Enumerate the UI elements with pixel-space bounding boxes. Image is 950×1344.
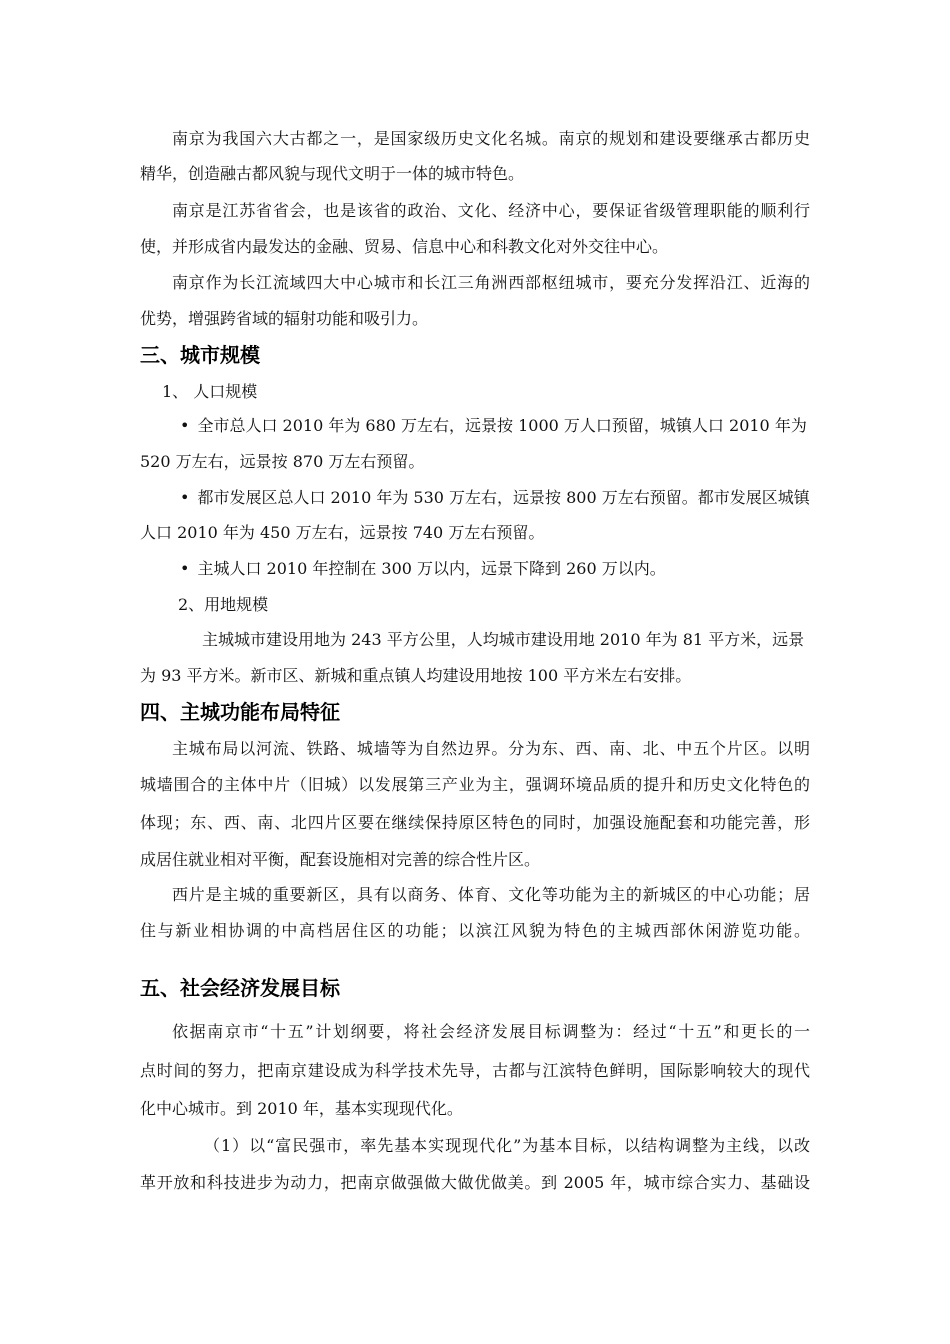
- layout-p1-line1: 主城布局以河流、铁路、城墙等为自然边界。分为东、西、南、北、中五个片区。以明: [172, 739, 810, 758]
- intro-p2-line1: 南京是江苏省省会，也是该省的政治、文化、经济中心，要保证省级管理职能的顺利行: [172, 201, 810, 220]
- goals-p1-line3: 化中心城市。到 2010 年，基本实现现代化。: [140, 1099, 463, 1118]
- layout-p2-line1: 西片是主城的重要新区，具有以商务、体育、文化等功能为主的新城区的中心功能；居: [172, 885, 810, 904]
- intro-p1-line2: 精华，创造融古都风貌与现代文明于一体的城市特色。: [140, 164, 525, 183]
- bullet-2-line2: 人口 2010 年为 450 万左右，远景按 740 万左右预留。: [140, 523, 545, 542]
- goals-p1-line2: 点时间的努力，把南京建设成为科学技术先导，古都与江滨特色鲜明，国际影响较大的现代: [140, 1061, 810, 1080]
- subheading-population: 1、 人口规模: [162, 382, 258, 401]
- goals-p2-line1: （1）以“富民强市，率先基本实现现代化”为基本目标，以结构调整为主线，以改: [204, 1136, 810, 1155]
- bullet-1-line1: • 全市总人口 2010 年为 680 万左右，远景按 1000 万人口预留，城镇人口 2010 年为: [180, 415, 807, 437]
- bullet-3-line1: • 主城人口 2010 年控制在 300 万以内，远景下降到 260 万以内。: [180, 558, 666, 580]
- layout-p2-line2: 住与新业相协调的中高档居住区的功能；以滨江风貌为特色的主城西部休闲游览功能。: [140, 921, 810, 940]
- intro-p2-line2: 使，并形成省内最发达的金融、贸易、信息中心和科教文化对外交往中心。: [140, 237, 669, 256]
- land-line1: 主城城市建设用地为 243 平方公里，人均城市建设用地 2010 年为 81 平方米，远景: [202, 630, 805, 649]
- layout-p1-line4: 成居住就业相对平衡，配套设施相对完善的综合性片区。: [140, 850, 541, 869]
- section-5-heading: 五、社会经济发展目标: [140, 976, 340, 1000]
- layout-p1-line2: 城墙围合的主体中片（旧城）以发展第三产业为主，强调环境品质的提升和历史文化特色的: [140, 775, 810, 794]
- intro-p3-line2: 优势，增强跨省域的辐射功能和吸引力。: [140, 309, 429, 328]
- section-3-heading: 三、城市规模: [140, 343, 260, 367]
- bullet-2-line1: • 都市发展区总人口 2010 年为 530 万左右，远景按 800 万左右预留。都市发展区城镇: [180, 487, 810, 509]
- intro-p1-line1: 南京为我国六大古都之一，是国家级历史文化名城。南京的规划和建设要继承古都历史: [172, 129, 810, 148]
- land-line2: 为 93 平方米。新市区、新城和重点镇人均建设用地按 100 平方米左右安排。: [140, 666, 692, 685]
- goals-p2-line2: 革开放和科技进步为动力，把南京做强做大做优做美。到 2005 年，城市综合实力、基础设: [140, 1173, 810, 1192]
- subheading-land: 2、用地规模: [178, 595, 269, 614]
- goals-p1-line1: 依据南京市“十五”计划纲要，将社会经济发展目标调整为：经过“十五”和更长的一: [172, 1022, 810, 1041]
- intro-p3-line1: 南京作为长江流域四大中心城市和长江三角洲西部枢纽城市，要充分发挥沿江、近海的: [172, 273, 810, 292]
- bullet-1-line2: 520 万左右，远景按 870 万左右预留。: [140, 452, 425, 471]
- section-4-heading: 四、主城功能布局特征: [140, 700, 340, 724]
- layout-p1-line3: 体现；东、西、南、北四片区要在继续保持原区特色的同时，加强设施配套和功能完善，形: [140, 813, 810, 832]
